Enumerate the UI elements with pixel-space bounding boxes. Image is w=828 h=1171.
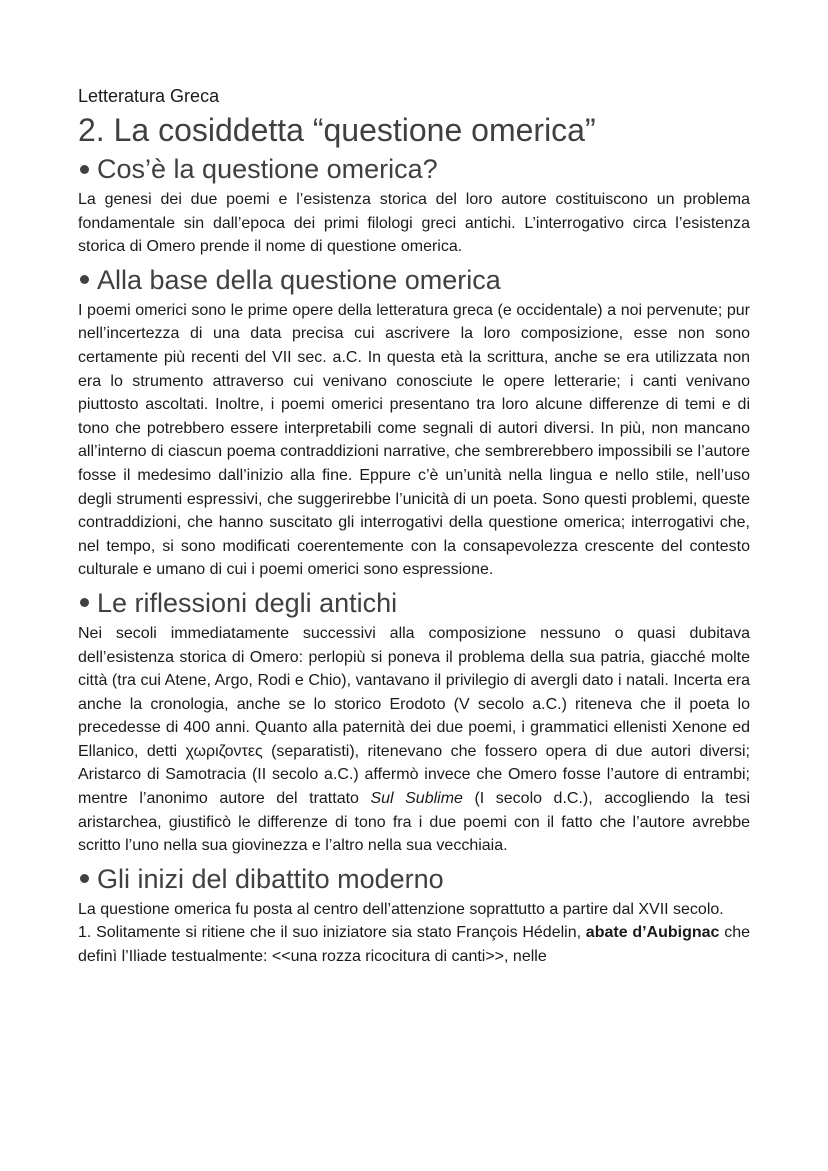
book-title: Sul Sublime xyxy=(370,790,463,808)
section-heading xyxy=(78,586,750,620)
section-alla-base xyxy=(78,263,750,582)
section-heading-text: Alla base della questione omerica xyxy=(97,264,501,295)
bullet-icon xyxy=(80,165,89,174)
section-heading xyxy=(78,152,750,186)
paragraph-text: che definì l’Iliade testualmente: <<una rozza ricocitura di canti>>, nelle xyxy=(78,924,750,966)
paragraph xyxy=(78,622,750,858)
course-label: Letteratura Greca xyxy=(78,86,220,106)
paragraph: I poemi omerici sono le prime opere della letteratura greca (e occidentale) a noi pervenute; pur nell’incertezza di una data precisa cui ascrivere la loro composizione, esse non sono certamente più recenti del VII sec. a.C. In questa età la scrittura, anche se era utilizzata non era lo strumento attraverso cui venivano conosciute le opere letterarie; i canti venivano piuttosto ascoltati. Inoltre, i poemi omerici presentano tra loro alcune differenze di temi e di tono che potrebbero essere interpretabili come segnali di autori diversi. In più, non mancano all’interno di ciascun poema contraddizioni narrative, che sembrerebbero impossibili se l’autore fosse il medesimo dall’inizio alla fine. Eppure c’è un’unità nella lingua e nello stile, nell’uso degli strumenti espressivi, che suggerirebbe l’unicità di un poeta. Sono questi problemi, queste contraddizioni, che hanno suscitato gli interrogativi della questione omerica; interrogativi che, nel tempo, si sono modificati coerentemente con la consapevolezza crescente del contesto culturale e umano di cui i poemi omerici sono espressione. xyxy=(78,301,750,579)
bullet-icon xyxy=(80,275,89,284)
section-heading xyxy=(78,263,750,297)
bullet-icon xyxy=(80,874,89,883)
paragraph-text: (I secolo d.C.), accogliendo la tesi aristarchea, giustificò le differenze di tono fra i due poemi con il fatto che l’autore avrebbe scritto l’uno nella sua giovinezza e l’altro nella sua vecchiaia. xyxy=(78,790,751,855)
bullet-icon xyxy=(80,598,89,607)
section-heading xyxy=(78,862,750,896)
section-dibattito-moderno xyxy=(78,862,750,969)
section-riflessioni xyxy=(78,586,750,858)
section-heading-text: Cos’è la questione omerica? xyxy=(97,154,438,184)
paragraph: La genesi dei due poemi e l’esistenza storica del loro autore costituiscono un problema fondamentale sin dall’epoca dei primi filologi greci antichi. L’interrogativo circa l’esistenza storica di Omero prende il nome di questione omerica. xyxy=(78,191,750,256)
bold-name: abate d’Aubignac xyxy=(585,924,720,942)
paragraph: La questione omerica fu posta al centro dell’attenzione soprattutto a partire dal XVII secolo. xyxy=(78,900,724,918)
page-title: 2. La cosiddetta “questione omerica” xyxy=(78,112,596,148)
section-heading-text: Le riflessioni degli antichi xyxy=(97,587,398,618)
document-page xyxy=(78,84,750,973)
paragraph-text: 1. Solitamente si ritiene che il suo iniziatore sia stato François Hédelin, xyxy=(78,924,586,942)
section-heading-text: Gli inizi del dibattito moderno xyxy=(97,863,444,894)
paragraph-text: Nei secoli immediatamente successivi alla composizione nessuno o quasi dubitava dell’esistenza storica di Omero: perlopiù si poneva il problema della sua patria, giacché molte città (tra cui Atene, Argo, Rodi e Chio), vantavano il privilegio di avergli dato i natali. Incerta era anche la cronologia, anche se lo storico Erodoto (V secolo a.C.) riteneva che il poeta lo precedesse di 400 anni. Quanto alla paternità dei due poemi, i grammatici ellenisti Xenone ed Ellanico, detti χωριζοντες (separatisti), ritenevano che fossero opera di due autori diversi; Aristarco di Samotracia (II secolo a.C.) affermò invece che Omero fosse l’autore di entrambi; mentre l’anonimo autore del trattato xyxy=(78,624,750,808)
paragraph xyxy=(78,921,750,968)
section-cos-e xyxy=(78,152,750,259)
